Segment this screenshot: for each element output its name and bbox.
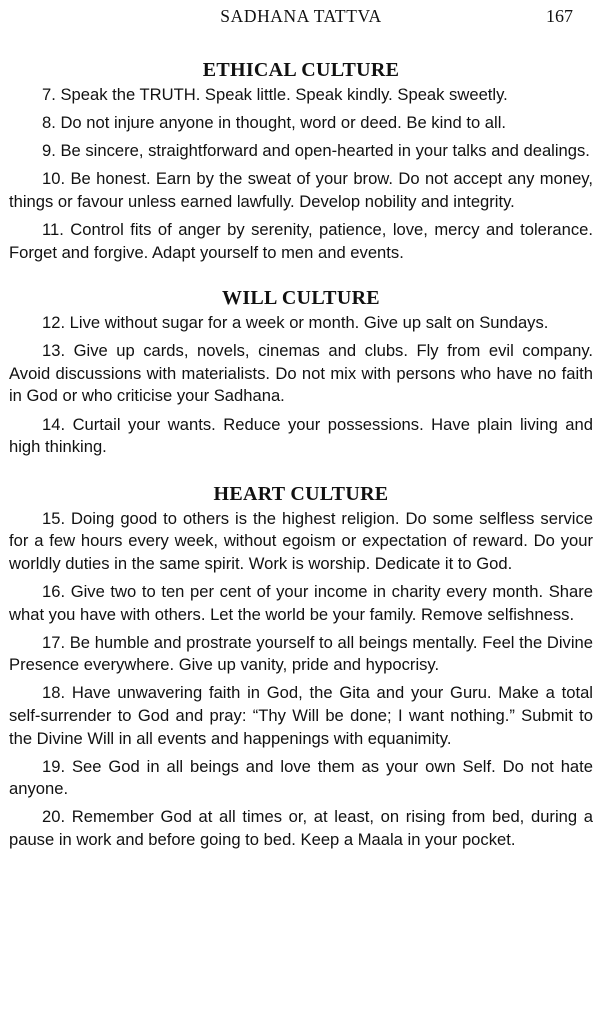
list-item: 18. Have unwavering faith in God, the Gita and your Guru. Make a total self-surrender to God and pray: “Thy Will be done; I want nothing.” Submit to the Divine Will in all events and happenings with equanimity. <box>9 683 593 748</box>
list-item: 10. Be honest. Earn by the sweat of your brow. Do not accept any money, things or favour unless earned lawfully. Develop nobility and integrity. <box>9 169 593 211</box>
item-list <box>9 84 593 264</box>
item-list <box>9 312 593 459</box>
section-will-culture <box>9 284 593 459</box>
list-item: 19. See God in all beings and love them as your own Self. Do not hate anyone. <box>9 756 593 799</box>
list-item: 9. Be sincere, straightforward and open-hearted in your talks and dealings. <box>42 141 590 161</box>
list-item: 8. Do not injure anyone in thought, word or deed. Be kind to all. <box>42 113 507 133</box>
list-item: 16. Give two to ten per cent of your income in charity every month. Share what you have with others. Let the world be your family. Remove selfishness. <box>9 582 593 624</box>
section-ethical-culture <box>9 56 593 264</box>
list-item: 12. Live without sugar for a week or month. Give up salt on Sundays. <box>42 313 549 333</box>
list-item: 17. Be humble and prostrate yourself to all beings mentally. Feel the Divine Presence everywhere. Give up vanity, pride and hypocrisy. <box>9 632 593 675</box>
list-item: 7. Speak the TRUTH. Speak little. Speak kindly. Speak sweetly. <box>42 85 508 104</box>
list-item: 14. Curtail your wants. Reduce your possessions. Have plain living and high thinking. <box>9 414 593 457</box>
running-title: SADHANA TATTVA <box>220 6 382 26</box>
list-item: 20. Remember God at all times or, at least, on rising from bed, during a pause in work and before going to bed. Keep a Maala in your pocket. <box>9 807 593 849</box>
item-list <box>9 508 593 852</box>
list-item: 13. Give up cards, novels, cinemas and clubs. Fly from evil company. Avoid discussions with materialists. Do not mix with persons who have no faith in God or who criticise your Sadhana. <box>9 341 593 406</box>
list-item: 11. Control fits of anger by serenity, patience, love, mercy and tolerance. Forget and forgive. Adapt yourself to men and events. <box>9 219 593 262</box>
running-header <box>9 0 593 30</box>
page-number: 167 <box>546 6 573 26</box>
section-heading: WILL CULTURE <box>222 287 380 310</box>
section-heading: ETHICAL CULTURE <box>202 59 400 81</box>
list-item: 15. Doing good to others is the highest religion. Do some selfless service for a few hours every week, without egoism or expectation of reward. Do your worldly duties in the same spirit. Work is worship. Dedicate it to God. <box>9 508 593 573</box>
section-heart-culture <box>9 480 593 852</box>
section-heading: HEART CULTURE <box>213 482 389 505</box>
